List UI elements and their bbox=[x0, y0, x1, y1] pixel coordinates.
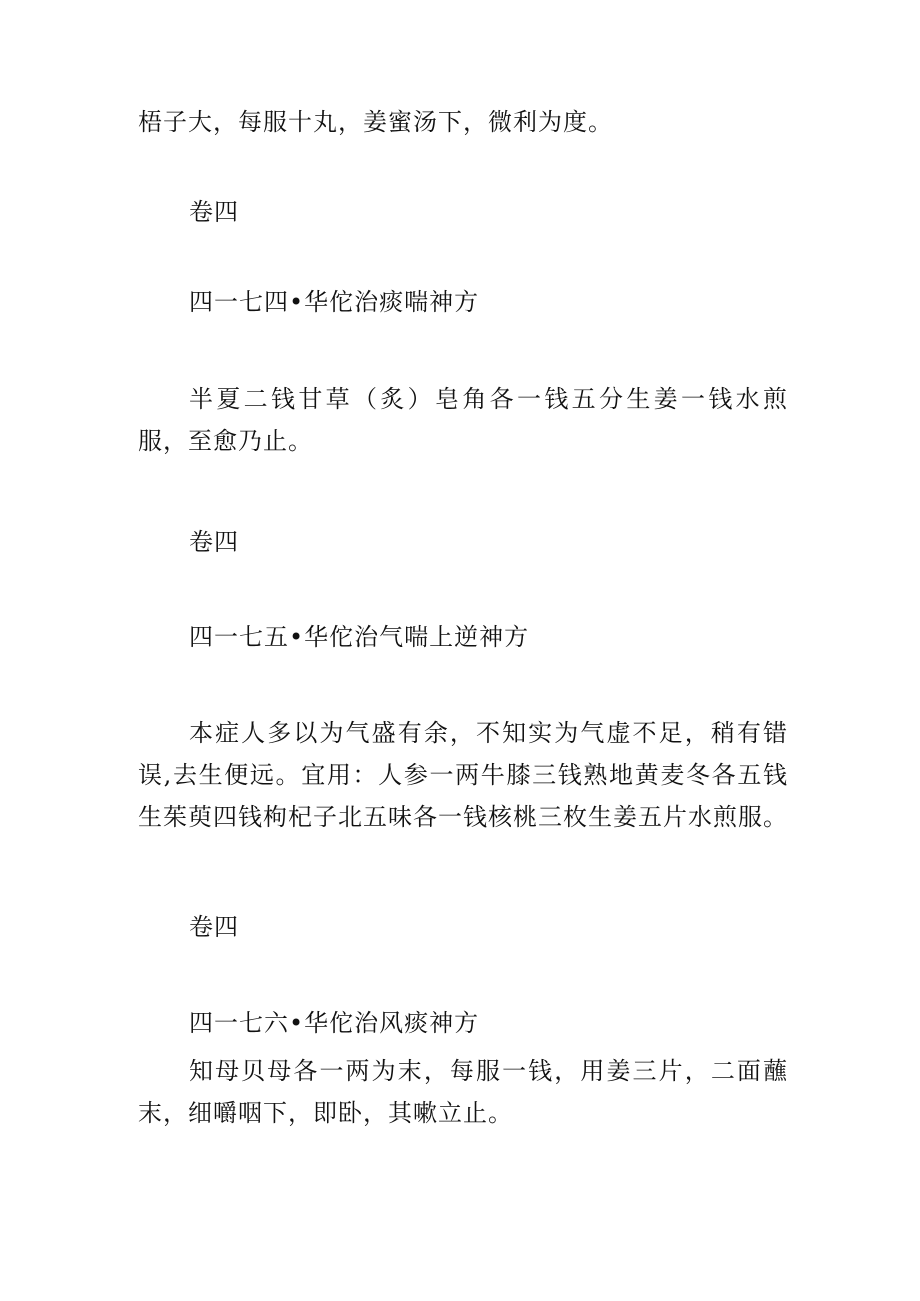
volume-heading: 卷四 bbox=[189, 198, 239, 226]
recipe-title: 四一七六•华佗治风痰神方 bbox=[189, 1009, 480, 1037]
volume-heading: 卷四 bbox=[189, 528, 239, 556]
recipe-title: 四一七五•华佗治气喘上逆神方 bbox=[189, 623, 530, 651]
recipe-title: 四一七四•华佗治痰喘神方 bbox=[189, 288, 480, 316]
recipe-body: 本症人多以为气盛有余，不知实为气虚不足，稍有错误,去生便远。宜用：人参一两牛膝三钱熟地黄麦冬各五钱生茱萸四钱枸杞子北五味各一钱核桃三枚生姜五片水煎服。 bbox=[138, 719, 788, 831]
volume-heading: 卷四 bbox=[189, 913, 239, 941]
recipe-body: 知母贝母各一两为末，每服一钱，用姜三片，二面蘸末，细嚼咽下，即卧，其嗽立止。 bbox=[138, 1057, 788, 1127]
recipe-body: 半夏二钱甘草（炙）皂角各一钱五分生姜一钱水煎服，至愈乃止。 bbox=[138, 385, 788, 455]
continuation-text: 梧子大，每服十丸，姜蜜汤下，微利为度。 bbox=[138, 108, 613, 136]
